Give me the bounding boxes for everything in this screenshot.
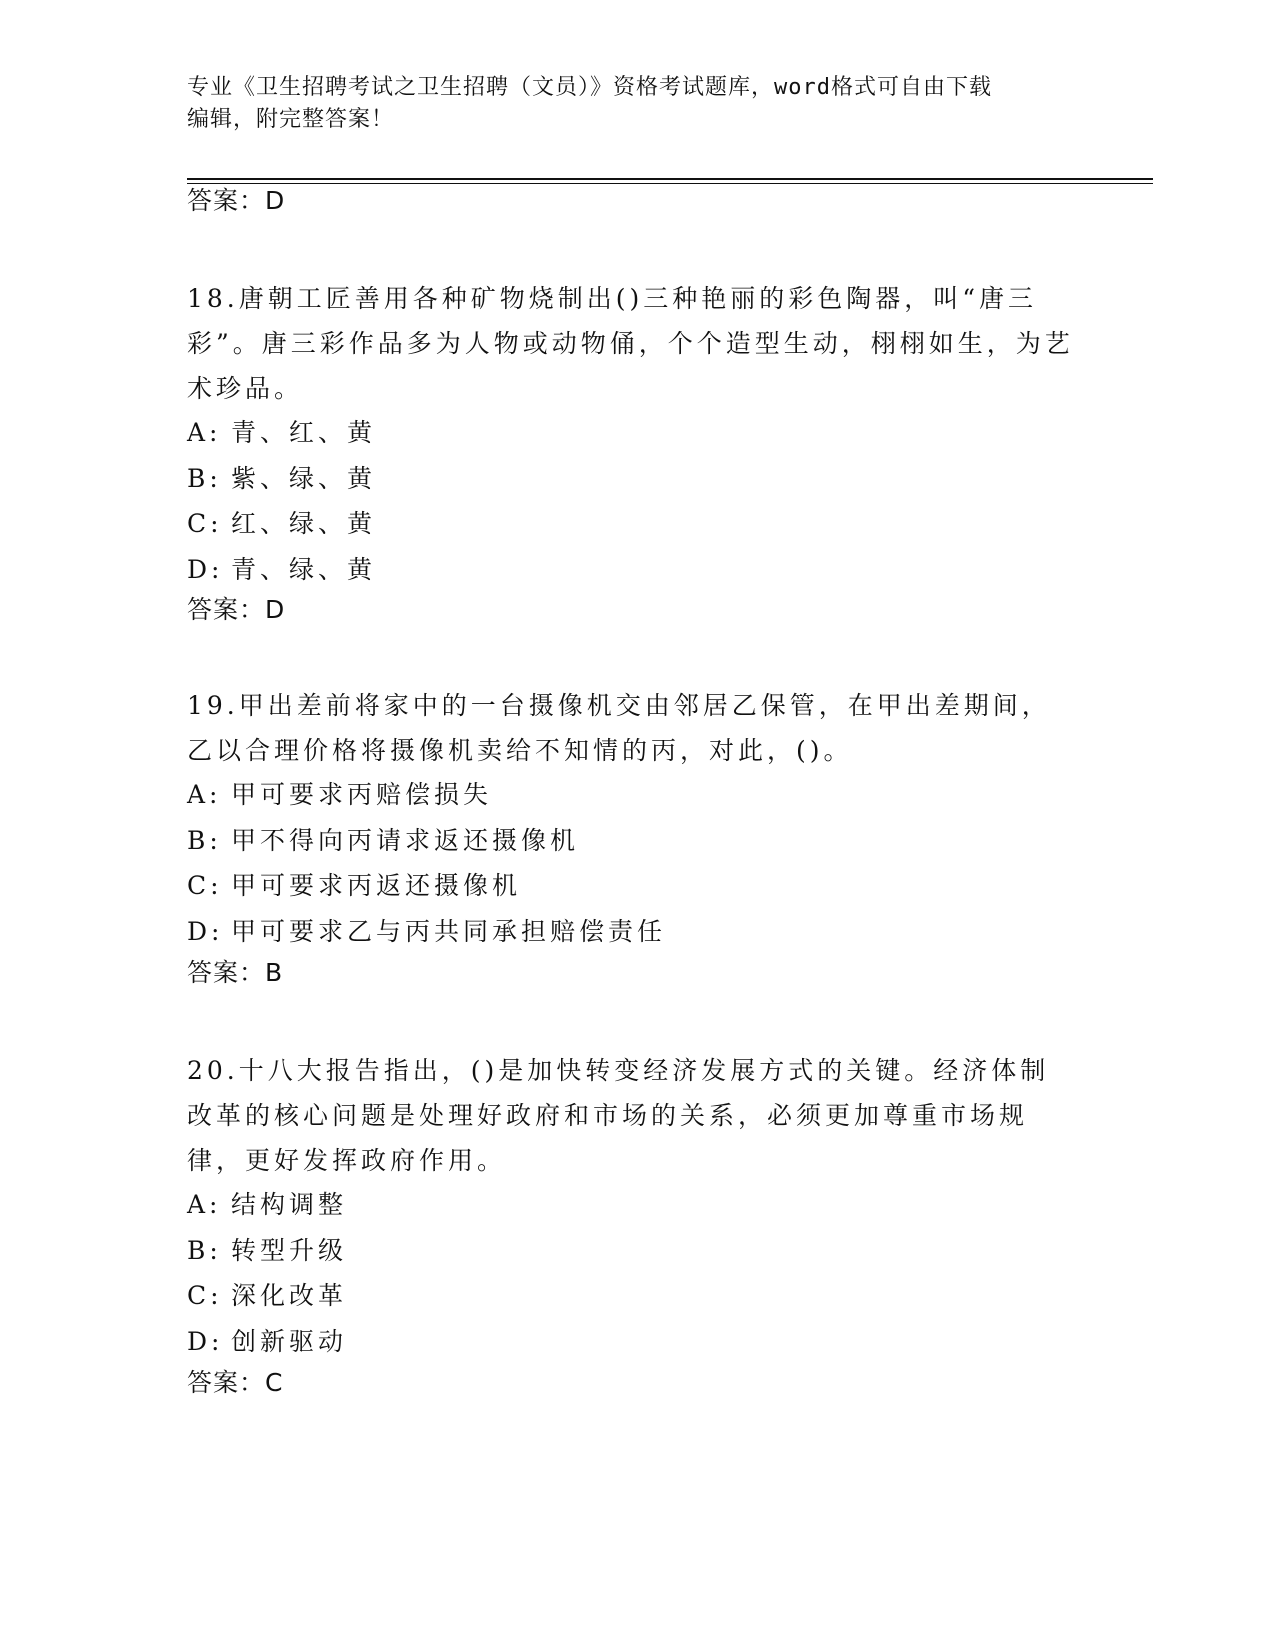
option-key: D: [187,1326,224,1356]
option-text: 甲可要求乙与丙共同承担赔偿责任 [231,916,667,946]
option-text: 转型升级 [231,1235,348,1265]
option-text: 深化改革 [231,1281,348,1310]
answer-line-20: 答案：C [187,1368,284,1397]
option-key: D: [187,916,224,946]
option-key: B: [187,825,222,855]
option-text: 甲可要求丙返还摄像机 [231,871,522,900]
question-20-options [187,1182,347,1364]
option-text: 甲不得向丙请求返还摄像机 [231,825,580,855]
question-18-text: 18.唐朝工匠善用各种矿物烧制出()三种艳丽的彩色陶器，叫“唐三彩”。唐三彩作品多为人物或动物俑，个个造型生动，栩栩如生，为艺术珍品。 [187,284,1074,403]
question-20-text: 20.十八大报告指出，()是加快转变经济发展方式的关键。经济体制改革的核心问题是处理好政府和市场的关系，必须更加尊重市场规律，更好发挥政府作用。 [187,1056,1050,1175]
option-d [187,909,666,955]
option-text: 创新驱动 [231,1326,348,1356]
option-b [187,1228,347,1274]
option-a [187,410,376,456]
option-text: 青、绿、黄 [231,554,377,584]
option-b [187,818,666,864]
option-key: C: [187,509,223,538]
header-line-1: 专业《卫生招聘考试之卫生招聘（文员）》资格考试题库，word格式可自由下载 [187,75,992,100]
option-text: 紫、绿、黄 [231,463,377,493]
option-c [187,1273,347,1319]
option-key: D: [187,554,224,584]
option-text: 甲可要求丙赔偿损失 [231,780,493,809]
header-divider-thick [187,178,1153,180]
option-a [187,772,666,818]
header-divider-thin [187,183,1153,184]
option-key: A: [187,780,222,809]
answer-line-17: 答案：D [187,186,286,215]
question-19-options [187,772,666,954]
header-line-2: 编辑，附完整答案！ [187,107,395,132]
document-header [187,72,1067,136]
option-key: C: [187,1281,223,1310]
option-c [187,501,376,547]
question-18-options [187,410,376,592]
option-d [187,547,376,593]
option-text: 青、红、黄 [231,418,377,447]
option-key: C: [187,871,223,900]
option-text: 红、绿、黄 [231,509,377,538]
option-key: A: [187,418,222,447]
option-a [187,1182,347,1228]
option-key: B: [187,1235,222,1265]
option-key: B: [187,463,222,493]
answer-line-18: 答案：D [187,595,286,624]
option-text: 结构调整 [231,1190,348,1219]
option-c [187,863,666,909]
option-key: A: [187,1190,222,1219]
option-d [187,1319,347,1365]
answer-line-19: 答案：B [187,958,284,987]
question-19-text: 19.甲出差前将家中的一台摄像机交由邻居乙保管，在甲出差期间，乙以合理价格将摄像机卖给不知情的丙，对此，()。 [187,691,1051,765]
option-b [187,456,376,502]
